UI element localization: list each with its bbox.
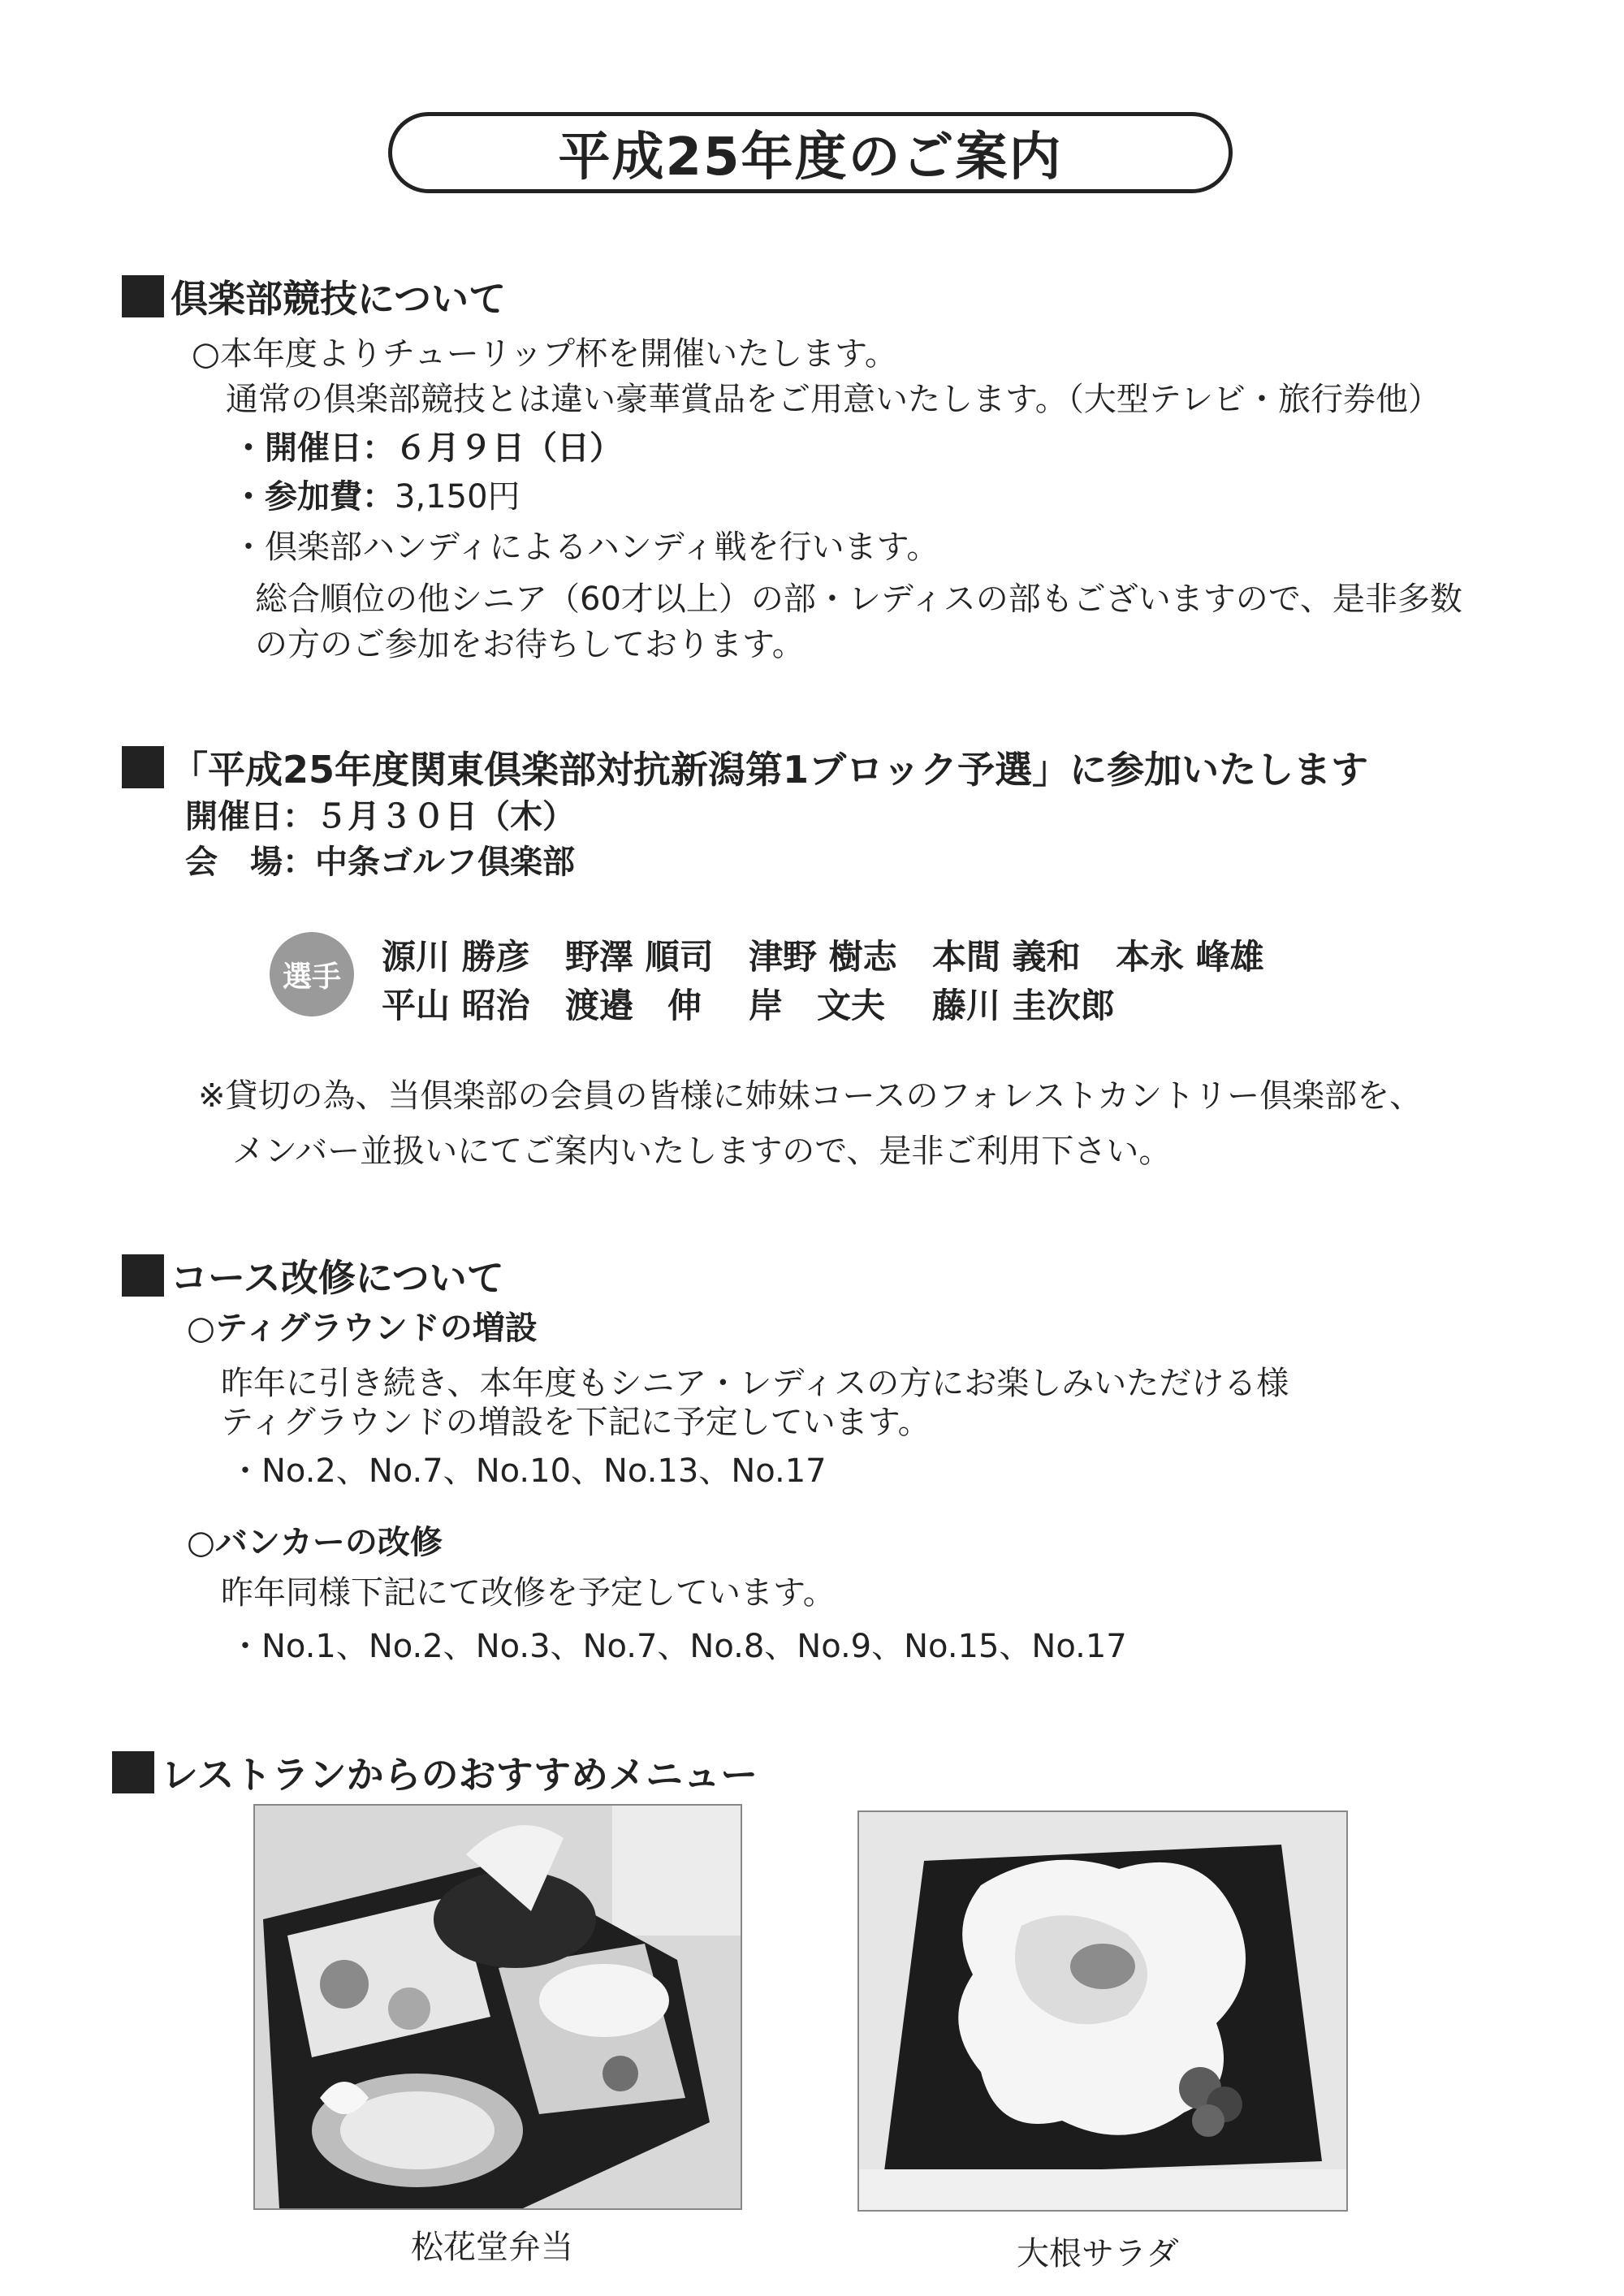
player-name: 渡邉 伸 [565,986,702,1025]
square-bullet-icon [112,1751,154,1793]
player-name: 岸 文夫 [749,986,886,1025]
tee-text-line-2: ティグラウンドの増設を下記に予定しています。 [221,1404,931,1441]
page-title: 平成25年度のご案内 [558,127,1063,188]
club-handicap-line-2: 総合順位の他シニア（60才以上）の部・レディスの部もございますので、是非多数 [255,580,1462,618]
bunker-holes: ・No.1、No.2、No.3、No.7、No.8、No.9、No.15、No.17 [229,1628,1127,1665]
player-name: 本永 峰雄 [1116,937,1264,977]
bunker-title: ○バンカーの改修 [187,1524,443,1561]
kanto-date-value: ５月３０日（木） [315,798,575,835]
tee-title: ○ティグラウンドの増設 [187,1310,538,1347]
photo-daikon-salad [857,1810,1348,2212]
player-name: 平山 昭治 [382,986,530,1025]
players-badge: 選手 [270,932,354,1016]
section-heading-course: コース改修について [122,1249,504,1302]
players-row-2 [382,986,1116,1025]
square-bullet-icon [122,275,164,317]
kanto-venue-value: 中条ゴルフ倶楽部 [315,844,575,881]
photo-shokado-bento [253,1804,742,2210]
kanto-note-line-2: メンバー並扱いにてご案内いたしますので、是非ご利用下さい。 [232,1133,1172,1170]
player-name: 津野 樹志 [749,937,897,977]
club-handicap-line-3: の方のご参加をお待ちしております。 [255,626,805,663]
square-bullet-icon [122,1254,164,1297]
tee-text-line-1: 昨年に引き続き、本年度もシニア・レディスの方にお楽しみいただける様 [221,1365,1289,1402]
caption-daikon-salad: 大根サラダ [1017,2235,1179,2272]
section-heading-restaurant: レストランからのおすすめメニュー [112,1746,758,1799]
player-name: 本間 義和 [932,937,1081,977]
player-name: 源川 勝彦 [382,937,530,977]
club-intro-line-2: 通常の倶楽部競技とは違い豪華賞品をご用意いたします。（大型テレビ・旅行券他） [226,381,1440,418]
section-heading-club-competition: 倶楽部競技について [122,270,506,323]
kanto-venue-row [185,844,575,881]
kanto-venue-label: 会 場： [185,844,315,881]
kanto-date-label: 開催日： [185,798,315,835]
club-fee-label: ・参加費： [232,478,395,516]
tee-holes: ・No.2、No.7、No.10、No.13、No.17 [229,1452,827,1490]
players-row-1 [382,937,1299,977]
club-handicap-line-1: ・倶楽部ハンディによるハンディ戦を行います。 [232,529,939,566]
caption-shokado-bento: 松花堂弁当 [411,2229,573,2266]
kanto-note-line-1: ※貸切の為、当倶楽部の会員の皆様に姉妹コースのフォレストカントリー倶楽部を、 [198,1077,1423,1115]
section-heading-kanto: 「平成25年度関東倶楽部対抗新潟第1ブロック予選」に参加いたします [122,740,1368,794]
bunker-text: 昨年同様下記にて改修を予定しています。 [221,1574,836,1612]
salad-illustration [859,1812,1346,2210]
club-fee-value: 3,150円 [395,478,520,516]
square-bullet-icon [122,746,164,788]
club-intro-line-1: ○本年度よりチューリップ杯を開催いたします。 [192,335,897,373]
player-name: 野澤 順司 [565,937,714,977]
kanto-date-row [185,798,575,835]
club-fee-row [232,478,520,516]
page-title-box [388,112,1233,193]
club-date-value: ６月９日（日） [395,429,622,467]
club-date-row [232,429,622,467]
club-date-label: ・開催日： [232,429,395,467]
bento-illustration [255,1806,741,2208]
player-name: 藤川 圭次郎 [932,986,1115,1025]
